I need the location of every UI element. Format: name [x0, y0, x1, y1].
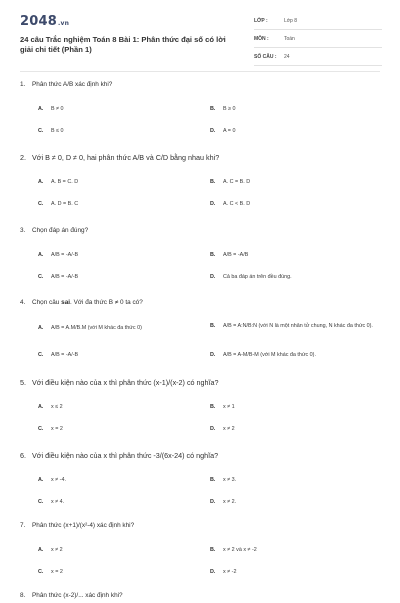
question-number: 8.	[20, 592, 26, 599]
option-b[interactable]	[210, 179, 380, 186]
option-text: A. C < B. D	[223, 201, 251, 207]
logo-text: 2048	[20, 14, 57, 29]
option-c[interactable]	[38, 499, 188, 506]
question-number: 3.	[20, 227, 26, 234]
option-c[interactable]	[38, 201, 188, 208]
question-list	[20, 80, 382, 603]
question-text	[20, 298, 382, 307]
question-5	[20, 378, 382, 451]
option-text: x ≠ 2 và x ≠ -2	[223, 547, 257, 553]
meta-row-subject	[254, 36, 382, 48]
answer-options	[20, 93, 382, 141]
option-letter: D.	[210, 569, 216, 575]
option-text: A/B = -A/B	[223, 252, 249, 258]
question-text	[20, 226, 382, 235]
option-letter: B.	[210, 252, 216, 258]
question-text	[20, 451, 382, 460]
question-body: Với điều kiện nào của x thì phân thức -3/(6x-24) có nghĩa?	[32, 451, 219, 460]
option-a[interactable]	[38, 106, 188, 113]
answer-options	[20, 311, 382, 367]
question-body: Với B ≠ 0, D ≠ 0, hai phân thức A/B và C/D bằng nhau khi?	[32, 153, 220, 162]
option-letter: A.	[38, 325, 44, 331]
question-body: Phân thức (x-2)/... xác định khi?	[32, 592, 123, 599]
question-text	[20, 521, 382, 530]
option-text: x ≠ 3.	[223, 477, 237, 483]
meta-label: LỚP :	[254, 18, 268, 24]
question-1	[20, 80, 382, 153]
answer-options	[20, 239, 382, 287]
option-letter: B.	[210, 106, 216, 112]
option-text: A. B = C. D	[51, 179, 79, 185]
option-letter: C.	[38, 426, 44, 432]
answer-options	[20, 391, 382, 439]
option-a[interactable]	[38, 547, 188, 554]
option-letter: D.	[210, 128, 216, 134]
option-text: A/B = A-M/B-M (với M khác đa thức 0).	[223, 352, 316, 358]
option-letter: A.	[38, 404, 44, 410]
option-b[interactable]	[210, 477, 380, 484]
option-a[interactable]	[38, 179, 188, 186]
option-b[interactable]	[210, 323, 380, 330]
option-text: Cả ba đáp án trên đều đúng.	[223, 274, 292, 280]
meta-label: SỐ CÂU :	[254, 54, 277, 60]
option-letter: D.	[210, 426, 216, 432]
option-c[interactable]	[38, 352, 188, 359]
option-d[interactable]	[210, 274, 380, 281]
question-6	[20, 451, 382, 521]
option-text: B ≠ 0	[51, 106, 64, 112]
question-emphasis: sai	[61, 299, 71, 306]
option-text: x = 2	[51, 426, 63, 432]
option-text: x ≠ 1	[223, 404, 235, 410]
option-text: x ≠ -4.	[51, 477, 66, 483]
question-text	[20, 378, 382, 387]
option-letter: B.	[210, 323, 216, 329]
option-b[interactable]	[210, 106, 380, 113]
option-text: A/B = -A/-B	[51, 252, 79, 258]
option-d[interactable]	[210, 201, 380, 208]
option-letter: D.	[210, 352, 216, 358]
question-number: 4.	[20, 299, 26, 306]
option-letter: C.	[38, 274, 44, 280]
option-text: A/B = A.M/B.M (với M khác đa thức 0)	[51, 325, 142, 331]
option-letter: C.	[38, 128, 44, 134]
option-letter: B.	[210, 547, 216, 553]
question-body: Chọn câu	[32, 299, 60, 306]
option-letter: B.	[210, 404, 216, 410]
option-letter: C.	[38, 201, 44, 207]
question-7	[20, 521, 382, 591]
option-text: x ≠ -2	[223, 569, 237, 575]
question-body: Chọn đáp án đúng?	[32, 227, 89, 234]
question-body: Với điều kiện nào của x thì phân thức (x-1)/(x-2) có nghĩa?	[32, 378, 219, 387]
option-text: x ≠ 2	[223, 426, 235, 432]
meta-row-grade	[254, 18, 382, 30]
option-letter: D.	[210, 201, 216, 207]
question-body: Phân thức (x+1)/(x²-4) xác định khi?	[32, 522, 135, 529]
answer-options	[20, 166, 382, 214]
question-4	[20, 298, 382, 378]
question-number: 1.	[20, 81, 26, 88]
document-meta	[254, 18, 382, 72]
header-divider	[20, 71, 380, 72]
option-text: A/B = -A/-B	[51, 274, 79, 280]
option-letter: A.	[38, 547, 44, 553]
answer-options	[20, 534, 382, 582]
option-c[interactable]	[38, 274, 188, 281]
question-3	[20, 226, 382, 298]
option-b[interactable]	[210, 252, 380, 259]
option-b[interactable]	[210, 404, 380, 411]
option-a[interactable]	[38, 477, 188, 484]
question-body-tail: . Với đa thức B ≠ 0 ta có?	[70, 299, 143, 306]
question-text	[20, 80, 382, 89]
option-text: A = 0	[223, 128, 236, 134]
option-d[interactable]	[210, 128, 380, 135]
option-a[interactable]	[38, 325, 188, 332]
document-title: 24 câu Trắc nghiệm Toán 8 Bài 1: Phân thức đại số có lời giải chi tiết (Phần 1)	[20, 35, 226, 54]
option-c[interactable]	[38, 426, 188, 433]
meta-value: Toán	[284, 36, 295, 42]
question-8	[20, 591, 382, 603]
question-body: Phân thức A/B xác định khi?	[32, 81, 113, 88]
option-letter: C.	[38, 569, 44, 575]
option-c[interactable]	[38, 128, 188, 135]
option-letter: A.	[38, 106, 44, 112]
option-text: B ≤ 0	[51, 128, 64, 134]
document-header	[20, 14, 382, 68]
option-text: x ≠ 2	[51, 547, 63, 553]
option-d[interactable]	[210, 569, 380, 576]
option-letter: A.	[38, 252, 44, 258]
option-d[interactable]	[210, 499, 380, 506]
option-letter: C.	[38, 499, 44, 505]
option-letter: B.	[210, 477, 216, 483]
option-text: x = 2	[51, 569, 63, 575]
answer-options	[20, 464, 382, 512]
option-b[interactable]	[210, 547, 380, 554]
option-letter: A.	[38, 179, 44, 185]
option-text: x ≠ 4.	[51, 499, 65, 505]
question-number: 5.	[20, 378, 26, 387]
option-letter: B.	[210, 179, 216, 185]
logo-tld: .vn	[57, 20, 70, 27]
option-letter: D.	[210, 274, 216, 280]
option-a[interactable]	[38, 404, 188, 411]
option-letter: A.	[38, 477, 44, 483]
question-number: 6.	[20, 451, 26, 460]
option-text: A/B = -A/-B	[51, 352, 79, 358]
option-text: x ≠ 2.	[223, 499, 237, 505]
option-text: A/B = A:N/B:N (với N là một nhân tử chung, N khác đa thức 0).	[223, 323, 373, 329]
option-text: A. D = B. C	[51, 201, 79, 207]
question-2	[20, 153, 382, 226]
meta-value: Lớp 8	[284, 18, 298, 24]
option-a[interactable]	[38, 252, 188, 259]
question-text	[20, 591, 382, 600]
meta-row-count	[254, 54, 382, 66]
option-c[interactable]	[38, 569, 188, 576]
question-number: 2.	[20, 153, 26, 162]
option-d[interactable]	[210, 426, 380, 433]
site-logo[interactable]	[20, 14, 69, 29]
option-letter: C.	[38, 352, 44, 358]
option-d[interactable]	[210, 352, 380, 359]
option-text: A. C = B. D	[223, 179, 251, 185]
option-text: B ≥ 0	[223, 106, 236, 112]
meta-label: MÔN :	[254, 36, 269, 42]
option-letter: D.	[210, 499, 216, 505]
option-text: x ≤ 2	[51, 404, 63, 410]
question-number: 7.	[20, 522, 26, 529]
question-text	[20, 153, 382, 162]
meta-value: 24	[284, 54, 290, 60]
